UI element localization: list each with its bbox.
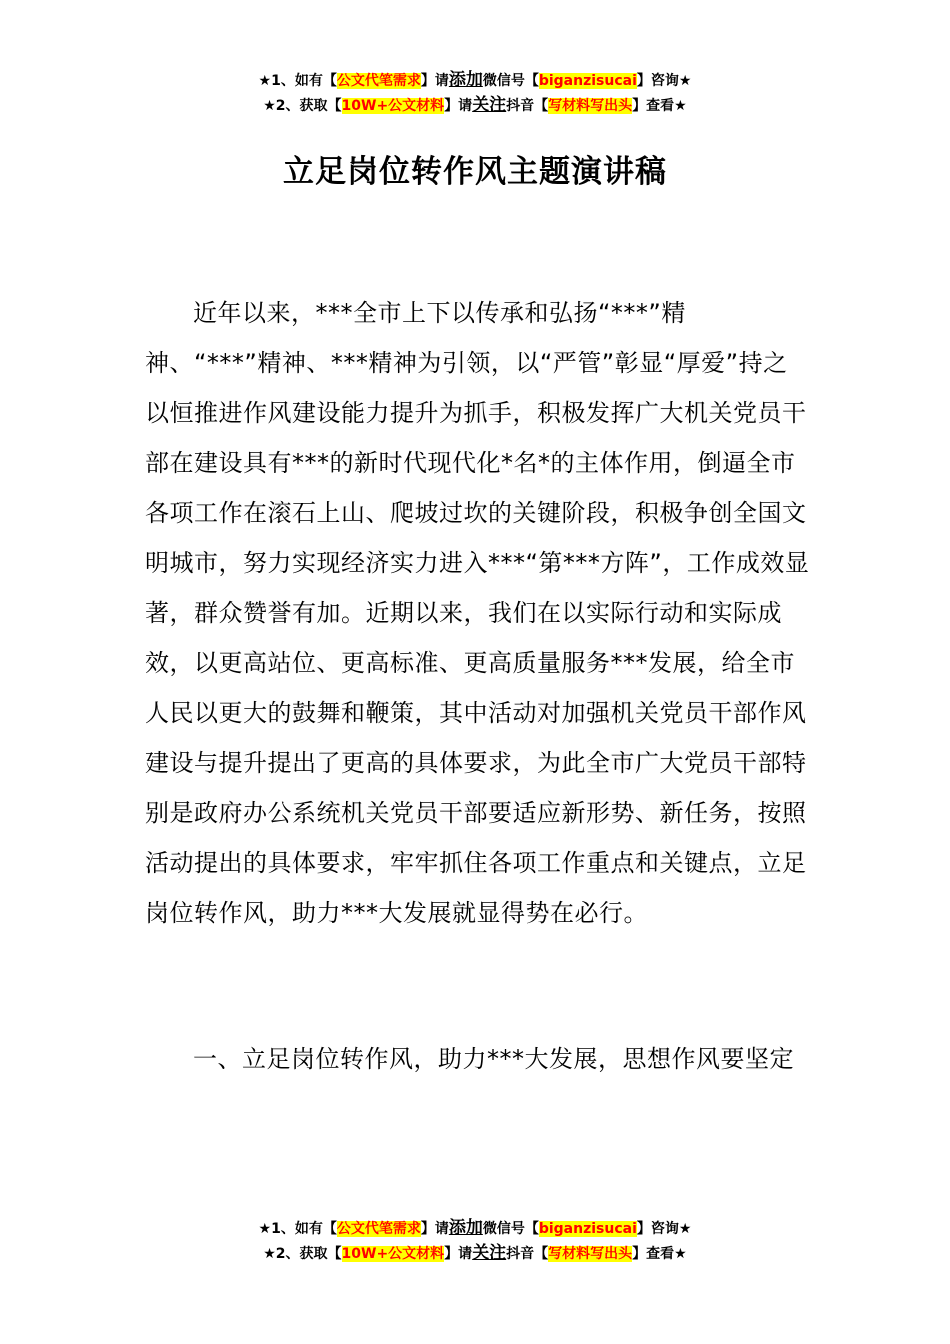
- paragraph-text: 近年以来，***全市上下以传承和弘扬“***”精神、“***”精神、***精神为引领，以“严管”彰显“厚爱”持之以恒推进作风建设能力提升为抓手，积极发挥广大机关党员干部在建设具有***的新时代现代化*名*的主体作用，倒逼全市各项工作在滚石上山、爬坡过坎的关键阶段，积极争创全国文明城市，努力实现经济实力进入***“第***方阵”，工作成效显著，群众赞誉有加。近期以来，我们在以实际行动和实际成效，以更高站位、更高标准、更高质量服务***发展，给全市人民以更大的鼓舞和鞭策，其中活动对加强机关党员干部作风建设与提升提出了更高的具体要求，为此全市广大党员干部特别是政府办公系统机关党员干部要适应新形势、新任务，按照活动提出的具体要求，牢牢抓住各项工作重点和关键点，立足岗位转作风，助力***大发展就显得势在必行。: [145, 299, 810, 927]
- banner-text: ★1、如有【: [258, 1221, 337, 1237]
- header-banner: [0, 68, 950, 118]
- footer-banner: [0, 1216, 950, 1266]
- banner-text: 微信号【: [482, 1221, 539, 1237]
- banner-emphasis: 关注: [472, 1243, 507, 1263]
- highlight-douyin-account: 写材料写出头: [548, 98, 633, 114]
- highlight-materials: 10W+公文材料: [341, 1246, 445, 1262]
- banner-text: 】查看★: [632, 1246, 687, 1262]
- banner-line-2: [0, 93, 950, 118]
- document-title: 立足岗位转作风主题演讲稿: [283, 154, 667, 190]
- banner-line-1: [0, 1216, 950, 1241]
- banner-line-1: [0, 68, 950, 93]
- highlight-materials: 10W+公文材料: [341, 98, 445, 114]
- banner-text: 】查看★: [632, 98, 687, 114]
- banner-text: 抖音【: [506, 1246, 549, 1262]
- banner-text: ★2、获取【: [263, 98, 342, 114]
- banner-line-2: [0, 1241, 950, 1266]
- banner-text: 】请: [420, 73, 449, 89]
- banner-text: 】请: [444, 98, 473, 114]
- banner-emphasis: 关注: [472, 95, 507, 115]
- banner-text: 】请: [420, 1221, 449, 1237]
- banner-text: 微信号【: [482, 73, 539, 89]
- banner-emphasis: 添加: [448, 1218, 483, 1238]
- highlight-douyin-account: 写材料写出头: [548, 1246, 633, 1262]
- highlight-wechat-id: biganzisucai: [538, 73, 637, 89]
- banner-text: 】请: [444, 1246, 473, 1262]
- highlight-service: 公文代笔需求: [336, 73, 421, 89]
- section-heading: [145, 1034, 810, 1084]
- highlight-service: 公文代笔需求: [336, 1221, 421, 1237]
- highlight-wechat-id: biganzisucai: [538, 1221, 637, 1237]
- banner-text: ★2、获取【: [263, 1246, 342, 1262]
- banner-text: 】咨询★: [636, 1221, 692, 1237]
- banner-emphasis: 添加: [448, 70, 483, 90]
- banner-text: 抖音【: [506, 98, 549, 114]
- section-heading-text: 一、立足岗位转作风，助力***大发展，思想作风要坚定: [193, 1045, 794, 1073]
- body-paragraph: [145, 288, 810, 938]
- banner-text: ★1、如有【: [258, 73, 337, 89]
- banner-text: 】咨询★: [636, 73, 692, 89]
